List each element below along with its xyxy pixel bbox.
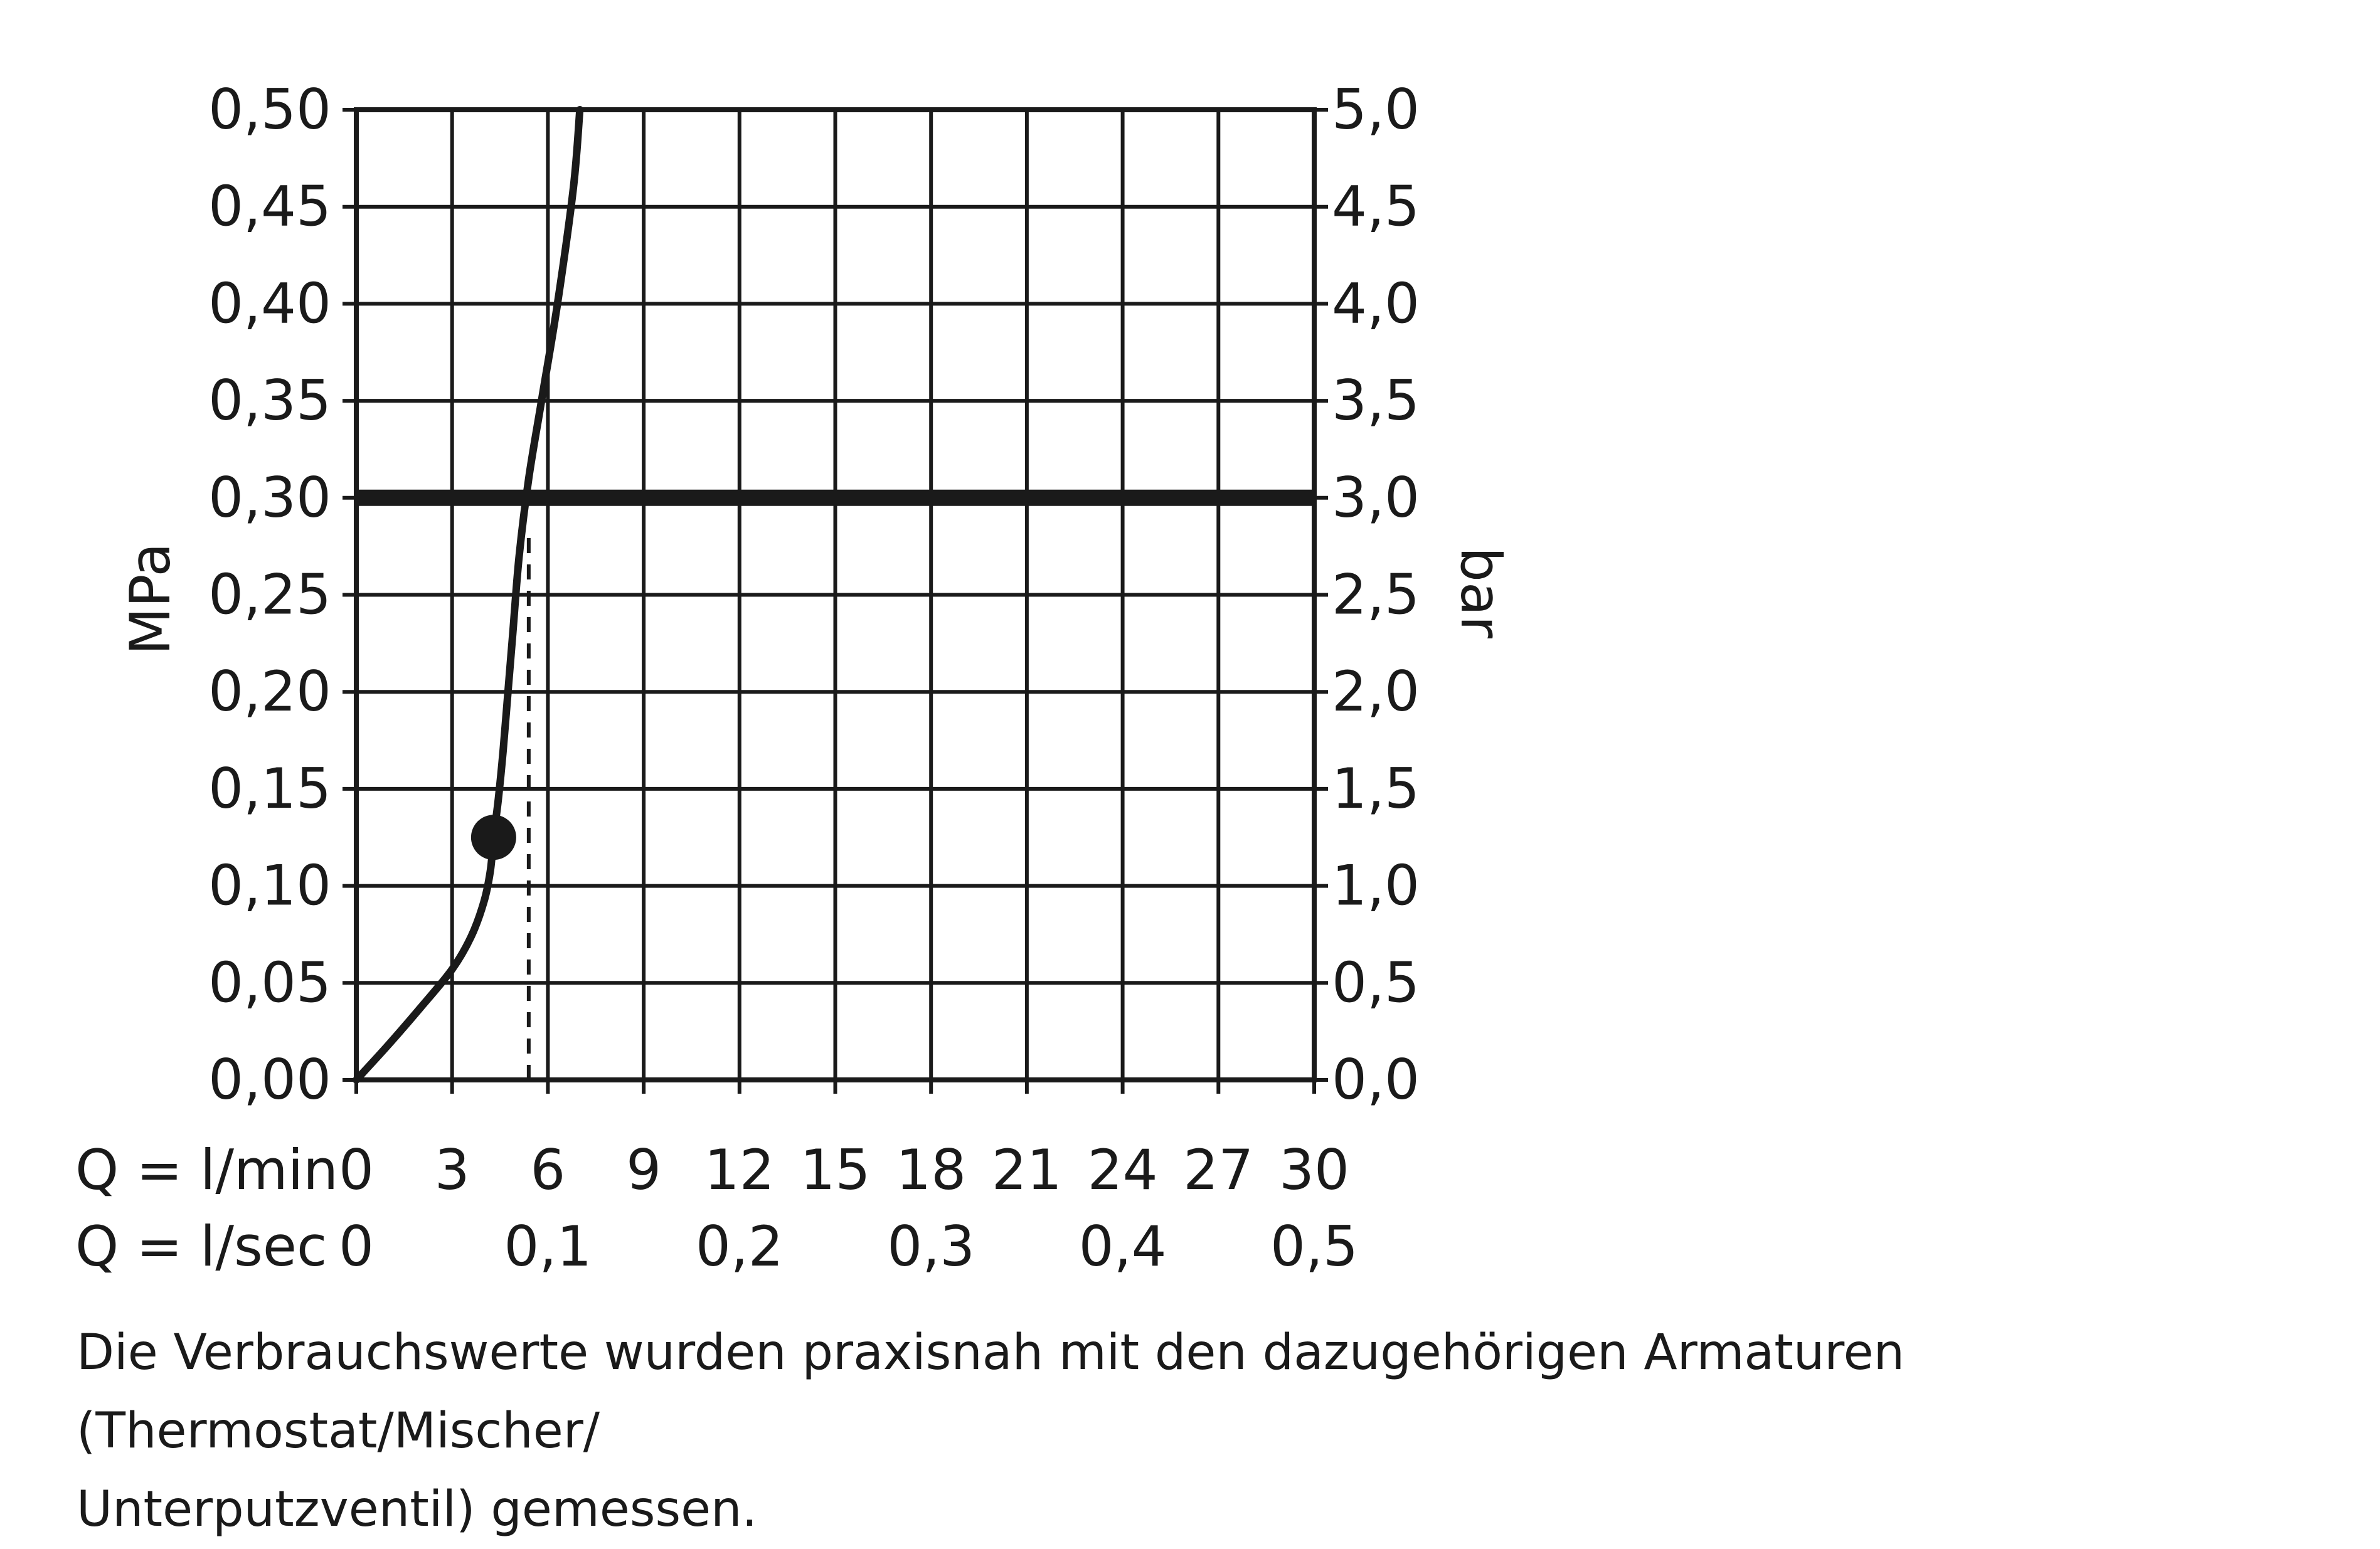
left-tick-label: 0,10	[208, 853, 331, 918]
left-tick-label: 0,35	[208, 368, 331, 433]
left-axis-label: MPa	[118, 542, 183, 655]
left-tick-label: 0,15	[208, 756, 331, 821]
x-tick-label: 3	[434, 1138, 470, 1202]
right-tick-label: 0,5	[1332, 950, 1420, 1015]
left-tick-label: 0,05	[208, 950, 331, 1015]
x-axis-ticks	[339, 1080, 1358, 1279]
right-tick-label: 3,0	[1332, 465, 1420, 530]
left-tick-label: 0,20	[208, 659, 331, 724]
x-tick-label: 9	[626, 1138, 662, 1202]
x-tick-label: 24	[1087, 1138, 1158, 1202]
x-tick-label: 0	[339, 1214, 374, 1279]
caption-line-2: Unterputzventil) gemessen.	[77, 1481, 758, 1538]
right-tick-label: 4,0	[1332, 271, 1420, 336]
left-tick-label: 0,50	[208, 77, 331, 142]
left-tick-label: 0,40	[208, 271, 331, 336]
marker-point	[471, 815, 516, 860]
right-tick-label: 2,5	[1332, 562, 1420, 627]
left-tick-label: 0,00	[208, 1047, 331, 1112]
x-tick-label: 0,2	[695, 1214, 784, 1279]
caption-line-1: Die Verbrauchswerte wurden praxisnah mit den dazugehörigen Armaturen (Thermostat/Mischer/	[77, 1324, 1905, 1459]
x-tick-label: 6	[530, 1138, 566, 1202]
x-tick-label: 18	[896, 1138, 967, 1202]
left-tick-label: 0,45	[208, 174, 331, 239]
right-tick-label: 5,0	[1332, 77, 1420, 142]
x-tick-label: 0	[339, 1138, 374, 1202]
x-row-label-lsec: Q = l/sec	[75, 1214, 327, 1279]
caption	[77, 1314, 2335, 1549]
x-tick-label: 12	[704, 1138, 775, 1202]
right-tick-label: 4,5	[1332, 174, 1420, 239]
left-tick-label: 0,30	[208, 465, 331, 530]
x-tick-label: 21	[991, 1138, 1062, 1202]
x-tick-label: 0,5	[1270, 1214, 1358, 1279]
left-tick-label: 0,25	[208, 562, 331, 627]
x-tick-label: 0,4	[1078, 1214, 1167, 1279]
x-tick-label: 27	[1183, 1138, 1254, 1202]
right-tick-label: 0,0	[1332, 1047, 1420, 1112]
right-axis-label: bar	[1448, 547, 1513, 638]
right-tick-label: 1,0	[1332, 853, 1420, 918]
x-tick-label: 15	[800, 1138, 871, 1202]
right-tick-label: 1,5	[1332, 756, 1420, 821]
x-tick-label: 0,1	[504, 1214, 592, 1279]
x-tick-label: 0,3	[887, 1214, 975, 1279]
right-axis-ticks	[1314, 77, 1420, 1112]
x-row-label-lmin: Q = l/min	[75, 1138, 338, 1202]
left-axis-ticks	[208, 77, 356, 1112]
x-tick-label: 30	[1279, 1138, 1349, 1202]
right-tick-label: 3,5	[1332, 368, 1420, 433]
grid-lines	[356, 110, 1314, 1080]
right-tick-label: 2,0	[1332, 659, 1420, 724]
